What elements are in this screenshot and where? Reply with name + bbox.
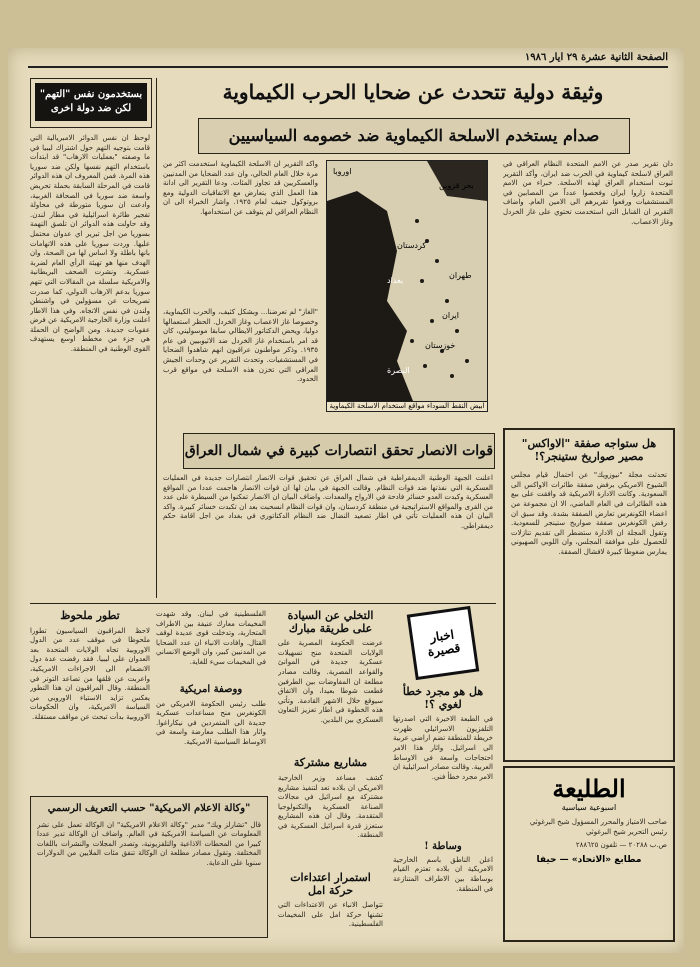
amal-heading: استمرار اعتداءات حركة امل [290, 870, 371, 897]
masthead-subtitle: اسبوعية سياسية [561, 803, 617, 812]
left-heading-box [30, 78, 152, 128]
usia-heading: "وكالة الاعلام الامريكية" حسب التعريف الرسمي [47, 803, 251, 814]
lead-column-2: واكد التقرير ان الاسلحة الكيماوية استخدمت اكثر من مرة خلال العام الحالي، وان عدد الضحايا من المدنيين والعسكريين قد تجاوز المئات. ودعا التقرير الى ادانة هذا العمل الذي يتعارض مع الاتفاقيات الدولية ومع بروتوكول جنيف لعام ١٩٢٥. واشار الخبراء الى ان النظام العراقي لم يتوقف عن استخدامها. [163, 160, 318, 216]
left-column-body: لوحظ ان نفس الدوائر الامبريالية التي قامت بتوجيه التهم حول اشتراك ليبيا في ما وصفته "بعمليات الارهاب" قد ابتدأت باستخدام التهم نفسها ولكن ضد سوريا هذه المرة. فمن المعروف ان هذه الدوائر قامت في المرحلة السابقة بحملة تحريض واسعة ضد سوريا في الصحافة الغربية، وادعت ان سوريا متورطة في محاولة تفجير طائرة اسرائيلية في مطار لندن. وقد حاولت هذه الدوائر ان تلصق التهمة بسوريا من اجل تبرير اي عدوان محتمل عليها. وردت سوريا على هذه الاتهامات بانها باطلة ولا اساس لها من الصحة، وان الهدف منها هو تهيئة الرأي العام لضربة عسكرية. ونشرت الصحف البريطانية والامريكية سلسلة من المقالات التي تتهم سوريا بدعم الارهاب الدولي، كما صدرت تصريحات عن مسؤولين في واشنطن ولندن في نفس الاتجاه. وفي هذا الاطار اعلنت وزارة الخارجية الامريكية عن فرض عقوبات جديدة. ومن الواضح ان الحملة هي جزء من مخطط اوسع يستهدف القوى الوطنية في المنطقة. [30, 134, 150, 354]
awacs-body: تحدثت مجلة "نيوزويك" عن احتمال قيام مجلس الشيوخ الامريكي برفض صفقة طائرات الاواكس الى السعودية. وكانت الادارة الامريكية قد وافقت على بيع هذه الطائرات في العام الماضي، الا ان مجموعة من اعضاء الكونغرس تعارض الصفقة بشدة. وقد سبق ان رفض الكونغرس صفقة صواريخ ستينجر للسعودية. وتقول المجلة ان الادارة ستضطر الى تقديم تنازلات للحصول على موافقة المجلس، وان اللوبي الصهيوني يمارس ضغوطا كبيرة لافشال الصفقة. [511, 471, 667, 557]
page-date: الصفحة الثانية عشرة ٢٩ ايار ١٩٨٦ [524, 52, 668, 63]
sovereignty-heading: التخلي عن السيادة على طريقة مبارك [287, 609, 374, 635]
usia-box [30, 796, 268, 938]
map-label-khuzestan: خوزستان [425, 341, 456, 350]
kurdish-headline: قوات الانصار تحقق انتصارات كبيرة في شمال العراق [184, 443, 494, 459]
map-label-iran: ايران [442, 311, 459, 320]
kurdish-body: اعلنت الجبهة الوطنية الديمقراطية في شمال العراق عن تحقيق قوات الانصار انتصارات جديدة في العمليات العسكرية التي نفذتها ضد قوات النظام. وقالت الجبهة في بيان لها ان قوات الانصار هاجمت عددا من المواقع العسكرية وكبدت العدو خسائر فادحة في الارواح والمعدات. واضاف البيان ان الانصار تمكنوا من السيطرة على عدد من القرى والمواقع الاستراتيجية في منطقة كردستان، وان قوات النظام انسحبت بعد ان تكبدت خسائر كبيرة. واكد البيان ان هذه العمليات تأتي في اطار تصعيد النضال ضد النظام الدكتاتوري في بغداد من اجل اقامة حكم ديمقراطي. [163, 474, 493, 530]
subhead-box [198, 118, 630, 154]
bottom-left-heading: تطور ملحوظ [60, 609, 120, 622]
usia-body: قال "تشارلز ويك" مدير "وكالة الاعلام الامريكية" ان الوكالة تعمل على نشر المعلومات عن السياسة الامريكية في العالم. واضاف ان الوكالة تدير عددا كبيرا من المحطات الاذاعية والتلفزيونية، وتصدر المجلات والنشرات باللغات المختلفة. وتقول مصادر مطلعة ان الوكالة تنفق مئات الملايين من الدولارات سنويا على الدعاية. [37, 820, 261, 867]
kurdish-headline-box [183, 433, 495, 469]
short-news-line2: قصيرة [426, 640, 462, 660]
map-caption: ابيض النقط السوداء مواقع استخدام الاسلحة الكيماوية [327, 401, 487, 411]
map-label-kurdistan: كردستان [397, 241, 427, 250]
lead-column-1: دان تقرير صدر عن الامم المتحدة النظام العراقي في العراق لاسلحة كيماوية في الحرب ضد ايران، وأكد التقرير ثبوت استخدام العراق لهذه الاسلحة. خبراء من الامم المتحدة زاروا ايران وفحصوا عدداً من المصابين في المستشفيات ورفعوا تقريرهم الى الامين العام. واضاف التقرير ان القنابل التي استخدمت تحتوي على غاز الخردل وغاز الاعصاب. [503, 160, 673, 226]
short-news-question: هل هو مجرد خطأ لغوي ؟! [402, 685, 484, 711]
short-news [393, 610, 493, 940]
bottom-left-col2-more: طلب رئيس الحكومة الامريكي من الكونغرس منح مساعدات عسكرية جديدة الى المتمردين في نيكاراغوا. واثار هذا الطلب معارضة واسعة في الاوساط السياسية الامريكية. [156, 699, 266, 746]
amal-body: تتواصل الانباء عن الاعتداءات التي تشنها حركة امل على المخيمات الفلسطينية. [278, 901, 383, 929]
short-news-line1: اخبار [429, 627, 455, 645]
subhead: صدام يستخدم الاسلحة الكيماوية ضد خصومه السياسيين [228, 126, 600, 145]
masthead-address: ص.ب ٢٠٢٨٨ — تلفون ٢٨٨٦٢٥ [575, 841, 667, 850]
bottom-left-col2-heading: ووصفة امريكية [179, 684, 243, 695]
awacs-box [503, 428, 675, 762]
map-label-baghdad: بغداد [387, 276, 404, 285]
left-heading: بستخدمون نفس "التهم" لكن ضد دولة اخرى [35, 83, 147, 121]
bottom-left-col2: الفلسطينية في لبنان. وقد شهدت المخيمات معارك عنيفة بين الاطراف المتحاربة، وتدخلت قوى عديدة لوقف القتال. وافادت الانباء ان عدد الضحايا من المدنيين كبير، وان الوضع الانساني في المخيمات سيء للغاية. [156, 610, 266, 666]
masthead-logo: الطليعة [552, 774, 626, 803]
masthead-left: رئيس التحرير شيخ البرغوثي [585, 827, 667, 836]
sovereignty-body: عرضت الحكومة المصرية على الولايات المتحدة منح تسهيلات عسكرية جديدة في الموانئ والقواعد المصرية. وقالت مصادر مطلعة ان المفاوضات بين الطرفين قطعت شوطا بعيدا، وان الاتفاق سيوقع خلال الاشهر القادمة. وتأتي هذه الخطوة في اطار تعزيز التعاون العسكري بين البلدين. [278, 639, 383, 725]
middle-bottom-a [278, 610, 383, 940]
map-label-europe: اوروبا [333, 167, 352, 176]
mediation-body: اعلن الناطق باسم الخارجية الامريكية ان بلاده تعتزم القيام بوساطة بين الاطراف المتنازعة في المنطقة. [393, 855, 493, 893]
page-header [28, 52, 668, 68]
map-label-basra: البصرة [387, 366, 410, 375]
main-headline: وثيقة دولية تتحدث عن ضحايا الحرب الكيماوية [222, 80, 604, 104]
short-news-body: في الطبعة الاخيرة التي اصدرتها التلفزيون الاسرائيلي ظهرت خريطة للمنطقة تضم اراضي عربية الى اسرائيل. واثار هذا الامر احتجاجات واسعة في الاوساط العربية. وقالت مصادر اسرائيلية ان الامر مجرد خطأ فني. [393, 715, 493, 781]
map-label-tehran: طهران [449, 271, 472, 280]
map [326, 160, 488, 412]
lead-column-3: "الغاز" لم تعرضنا... وبشكل كثيف، والحرب الكيماوية، وخصوصا غاز الاعصاب وغاز الخردل. الحظر استعمالها دوليا، ويحض الدكتاتور الايطالي سابقا موسوليني، كان قد امر باستخدام غاز الخردل ضد الاثيوبيين في عام ١٩٣٥. وذكر مواطنون عراقيون انهم شاهدوا الضحايا في المستشفيات. وتحدث التقرير عن وحدات الجيش العراقي التي تخزن هذه الاسلحة في مواقع قرب الحدود. [163, 308, 318, 384]
masthead [503, 766, 675, 942]
map-label-sea: بحر قزوين [439, 181, 474, 190]
newspaper-page [8, 48, 684, 953]
awacs-heading: هل ستواجه صفقة "الاواكس" مصير صواريخ ستينجر؟! [521, 437, 657, 463]
masthead-printer: مطابع «الاتحاد» — حيفا [536, 854, 642, 865]
bottom-left-story [30, 610, 150, 790]
joint-projects-heading: مشاريع مشتركة [293, 756, 368, 770]
bottom-left-body: لاحظ المراقبون السياسيون تطورا ملحوظا في موقف عدد من الدول الاوروبية تجاه الولايات المتحدة بعد العدوان على ليبيا. فقد رفضت عدة دول الانضمام الى الاجراءات الامريكية، واعربت عن قلقها من تصاعد التوتر في المنطقة. وقال المراقبون ان هذا التطور يعكس تزايد الاستياء الاوروبي من السياسة الامريكية، وان الحكومات الاوروبية بدأت تبحث عن مواقف مستقلة. [30, 626, 150, 721]
joint-projects-body: كشف مساعد وزير الخارجية الامريكي ان بلاده تعد لتنفيذ مشاريع مشتركة مع اسرائيل في مجالات الصناعة العسكرية والتكنولوجيا المتقدمة. وقال ان هذه المشاريع ستعزز قدرة اسرائيل العسكرية في المنطقة. [278, 773, 383, 840]
short-news-stamp [407, 606, 480, 680]
mediation-heading: وساطة ! [424, 841, 462, 853]
masthead-right: صاحب الامتياز والمحرر المسؤول شيخ البرغوثي [529, 818, 667, 826]
bottom-left-story-2 [156, 610, 266, 790]
